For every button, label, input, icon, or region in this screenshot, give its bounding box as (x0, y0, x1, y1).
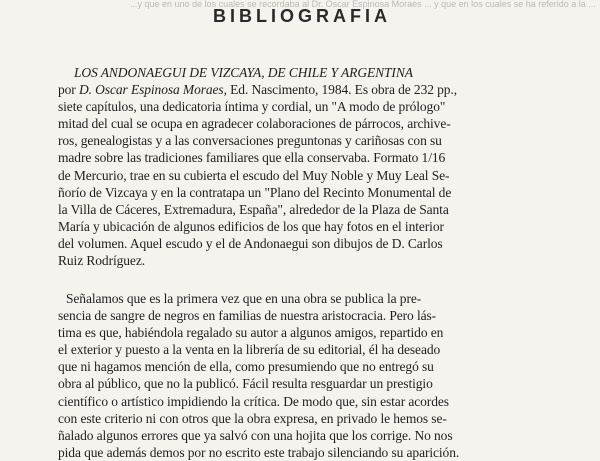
show-through-text: ...y que en uno de los cuales se recordaba al Dr. Oscar Espinosa Moraes ... y que en los cuales se ha referido a la ... (130, 0, 596, 9)
text-line: Señalamos que es la primera vez que en una obra se publica la pre- (66, 291, 422, 306)
text-line: mitad del cual se ocupa en agradecer colaboraciones de párrocos, archive- (58, 116, 451, 132)
text-line: ros, genealogistas y a las conversaciones preguntonas y cariñosas con su (58, 133, 442, 149)
text-line: sencia de sangre de negros en familias de nuestra aristocracia. Pero lás- (58, 308, 437, 324)
text-line (58, 81, 596, 98)
text-line: María y ubicación de algunos edificios de los que hay fotos en el interior (58, 218, 444, 234)
text-line: tima es que, habiéndola regalado su autor a algunos amigos, repartido en (58, 325, 444, 341)
text-line: el exterior y puesto a la venta en la librería de su editorial, él ha deseado (58, 342, 441, 358)
text-line: la Villa de Cáceres, Extremadura, España", alrededor de la Plaza de Santa (58, 201, 449, 217)
text-line: ñalado algunos errores que ya salvó con una hojita que los corrige. No nos (58, 427, 453, 443)
commentary-paragraph (58, 290, 588, 461)
publication-details: , Ed. Nascimento, 1984. Es obra de 232 pp., (223, 82, 458, 98)
text-line: científico o artístico impidiendo la crítica. De modo que, sin estar acordes (58, 393, 449, 409)
book-title: LOS ANDONAEGUI DE VIZCAYA, DE CHILE Y ARGENTINA (74, 65, 413, 80)
text-line: ñorío de Vizcaya y en la contratapa un "Plano del Recinto Monumental de (58, 184, 452, 200)
text-line: siete capítulos, una dedicatoria íntima y cordial, un "A modo de prólogo" (58, 99, 446, 115)
author-prefix: por (58, 82, 79, 98)
text-line: Ruiz Rodríguez. (58, 253, 145, 269)
author-name: D. Oscar Espinosa Moraes (78, 82, 224, 98)
text-line: del volumen. Aquel escudo y el de Andonaegui son dibujos de D. Carlos (58, 235, 443, 251)
text-line (66, 64, 596, 81)
text-line: con este criterio ni con otros que la obra expresa, en privado le hemos se- (58, 410, 447, 426)
text-line: madre sobre las tradiciones familiares que ella conservaba. Formato 1/16 (58, 150, 446, 166)
section-heading: BIBLIOGRAFIA (213, 6, 391, 26)
text-line: que ni hagamos mención de ella, como presumiendo que no entregó su (58, 359, 434, 375)
review-paragraph (58, 64, 596, 269)
text-line: obra al público, que no la publicó. Fácil resulta resguardar un prestigio (58, 376, 433, 392)
text-line: de Mercurio, trae en su cubierta el escudo del Muy Noble y Muy Leal Se- (58, 167, 450, 183)
text-line: pida que además demos por no escrito este trabajo silenciando su aparición. (58, 444, 460, 460)
